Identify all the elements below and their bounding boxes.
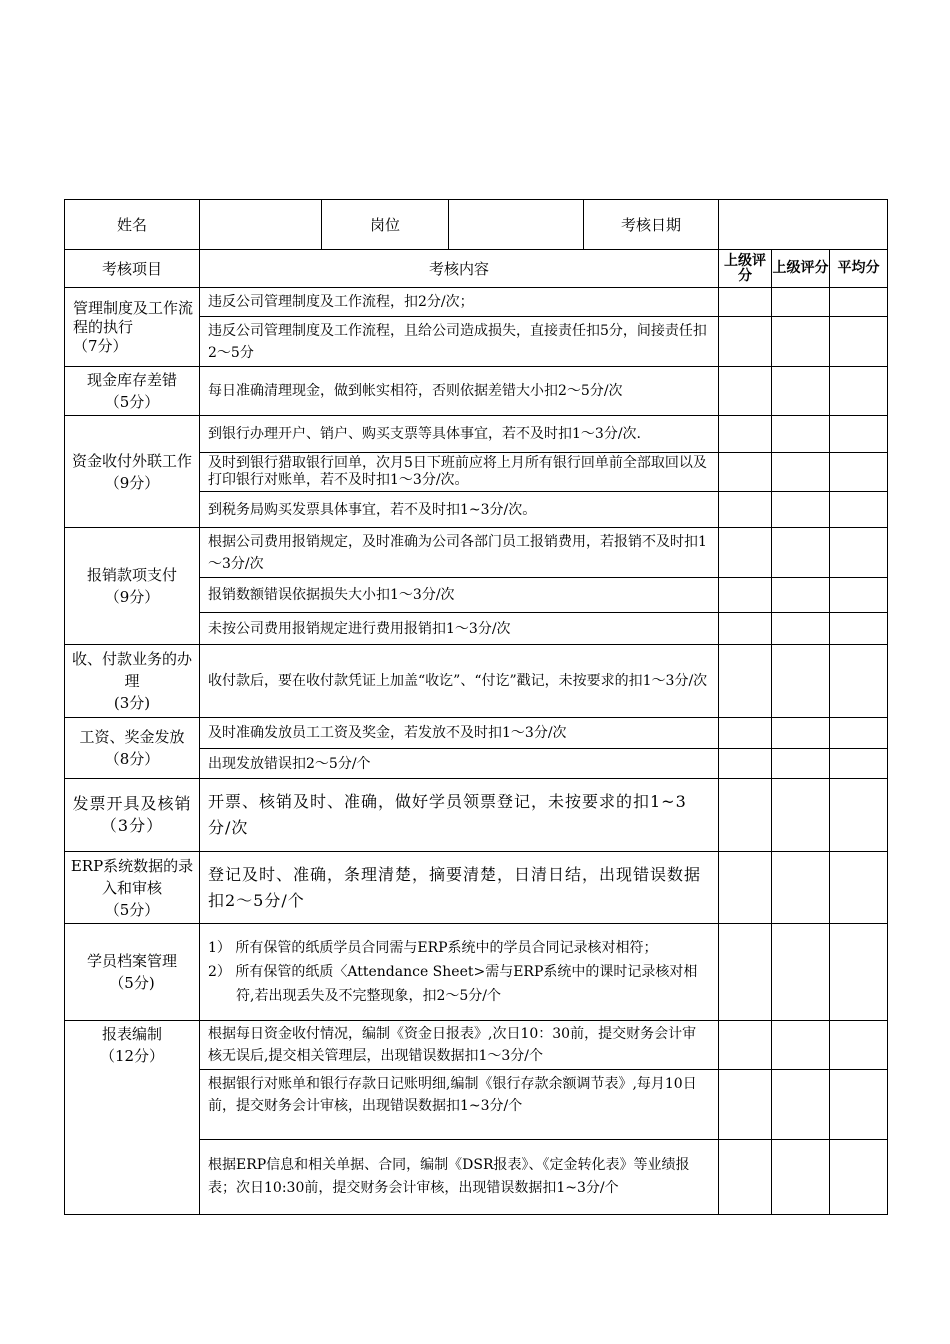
score-cell[interactable] [830, 578, 888, 613]
score-cell[interactable] [719, 492, 772, 528]
score-cell[interactable] [772, 613, 830, 645]
content-cell: 未按公司费用报销规定进行费用报销扣1～3分/次 [200, 613, 719, 645]
header-row-columns [65, 250, 888, 288]
content-cell: 收付款后，要在收付款凭证上加盖“收讫”、“付讫”戳记，未按要求的扣1～3分/次 [200, 645, 719, 718]
item-points: （12分） [99, 1047, 165, 1065]
score-cell[interactable] [772, 367, 830, 416]
content-cell: 根据银行对账单和银行存款日记账明细,编制《银行存款余额调节表》,每月10日前，提交财务会计审核，出现错误数据扣1~3分/个 [200, 1070, 719, 1140]
score-cell[interactable] [830, 1021, 888, 1070]
score-cell[interactable] [772, 1140, 830, 1215]
score-cell[interactable] [719, 1070, 772, 1140]
score-cell[interactable] [772, 416, 830, 453]
item-column-header: 考核项目 [65, 250, 200, 288]
item-cell [65, 528, 200, 645]
item-cell [65, 416, 200, 528]
name-value[interactable] [200, 200, 322, 250]
table-row [65, 528, 888, 578]
date-label: 考核日期 [584, 200, 719, 250]
score-cell[interactable] [830, 924, 888, 1021]
item-cell [65, 645, 200, 718]
score-cell[interactable] [772, 779, 830, 852]
item-points: （5分） [104, 900, 160, 919]
score-cell[interactable] [719, 613, 772, 645]
score-cell[interactable] [830, 852, 888, 924]
score-cell[interactable] [772, 1070, 830, 1140]
score-cell[interactable] [772, 492, 830, 528]
score-cell[interactable] [719, 453, 772, 492]
assessment-form [64, 199, 887, 1215]
item-points: （5分) [109, 974, 155, 992]
score-cell[interactable] [830, 1070, 888, 1140]
table-row [65, 288, 888, 317]
item-cell [65, 852, 200, 924]
score-cell[interactable] [772, 528, 830, 578]
content-cell: 违反公司管理制度及工作流程，扣2分/次； [200, 288, 719, 317]
score-cell[interactable] [830, 779, 888, 852]
content-cell: 登记及时、准确，条理清楚，摘要清楚，日清日结，出现错误数据扣2～5分/个 [200, 852, 719, 924]
item-name: 学员档案管理 [86, 952, 177, 970]
name-label: 姓名 [65, 200, 200, 250]
item-name: 收、付款业务的办理 [71, 650, 192, 690]
assessment-table [64, 199, 888, 1215]
content-cell: 报销数额错误依据损失大小扣1～3分/次 [200, 578, 719, 613]
content-cell: 出现发放错误扣2～5分/个 [200, 749, 719, 779]
item-cell [65, 367, 200, 416]
item-points: （7分） [73, 336, 128, 355]
position-label: 岗位 [322, 200, 449, 250]
score-cell[interactable] [830, 288, 888, 317]
list-item: 2） 所有保管的纸质〈Attendance Sheet>需与ERP系统中的课时记录核对相符,若出现丢失及不完整现象，扣2～5分/个 [208, 964, 698, 1004]
score-cell[interactable] [719, 718, 772, 749]
item-name: 资金收付外联工作 [71, 451, 192, 470]
list-item: 1） 所有保管的纸质学员合同需与ERP系统中的学员合同记录核对相符； [208, 940, 658, 956]
header-row-info [65, 200, 888, 250]
item-name: 报表编制 [101, 1025, 162, 1043]
score-cell[interactable] [772, 924, 830, 1021]
position-value[interactable] [449, 200, 584, 250]
score-cell[interactable] [772, 852, 830, 924]
item-points: （3分） [100, 816, 164, 835]
score-cell[interactable] [719, 852, 772, 924]
table-row [65, 1021, 888, 1070]
score-cell[interactable] [830, 645, 888, 718]
score-cell[interactable] [719, 528, 772, 578]
score-cell[interactable] [772, 453, 830, 492]
superior-score-2-header: 上级评分 [772, 250, 830, 288]
score-cell[interactable] [719, 645, 772, 718]
score-cell[interactable] [719, 1021, 772, 1070]
item-cell [65, 718, 200, 779]
score-cell[interactable] [719, 749, 772, 779]
item-cell [65, 779, 200, 852]
score-cell[interactable] [719, 578, 772, 613]
score-cell[interactable] [772, 1021, 830, 1070]
content-cell [200, 924, 719, 1021]
table-row [65, 645, 888, 718]
table-row [65, 416, 888, 453]
score-cell[interactable] [719, 924, 772, 1021]
content-cell: 开票、核销及时、准确，做好学员领票登记，未按要求的扣1~3分/次 [200, 779, 719, 852]
score-cell[interactable] [772, 718, 830, 749]
score-cell[interactable] [830, 492, 888, 528]
content-cell: 及时准确发放员工工资及奖金，若发放不及时扣1～3分/次 [200, 718, 719, 749]
content-column-header: 考核内容 [200, 250, 719, 288]
item-name: 工资、奖金发放 [79, 728, 185, 746]
score-cell[interactable] [830, 367, 888, 416]
table-row [65, 924, 888, 1021]
score-cell[interactable] [830, 718, 888, 749]
score-cell[interactable] [772, 317, 830, 367]
content-cell: 根据ERP信息和相关单据、合同，编制《DSR报表》、《定金转化表》等业绩报表；次日10:30前，提交财务会计审核，出现错误数据扣1~3分/个 [200, 1140, 719, 1215]
content-cell: 根据公司费用报销规定，及时准确为公司各部门员工报销费用，若报销不及时扣1～3分/次 [200, 528, 719, 578]
table-row [65, 852, 888, 924]
score-cell[interactable] [719, 317, 772, 367]
superior-score-1-header: 上级评分 [719, 250, 772, 288]
content-cell: 违反公司管理制度及工作流程，且给公司造成损失，直接责任扣5分，间接责任扣2～5分 [200, 317, 719, 367]
item-name: 发票开具及核销 [72, 794, 192, 813]
content-cell: 到税务局购买发票具体事宜，若不及时扣1~3分/次。 [200, 492, 719, 528]
score-cell[interactable] [719, 367, 772, 416]
table-row [65, 779, 888, 852]
score-cell[interactable] [830, 613, 888, 645]
item-name: 报销款项支付 [86, 566, 177, 584]
item-name: 现金库存差错 [86, 371, 177, 389]
score-cell[interactable] [719, 288, 772, 317]
content-cell: 每日准确清理现金，做到帐实相符，否则依据差错大小扣2～5分/次 [200, 367, 719, 416]
score-cell[interactable] [719, 1140, 772, 1215]
item-name: 管理制度及工作流程的执行 [73, 298, 194, 336]
table-row [65, 718, 888, 749]
item-points: （5分） [104, 393, 160, 411]
score-cell[interactable] [830, 317, 888, 367]
score-cell[interactable] [772, 749, 830, 779]
item-points: (3分) [113, 694, 151, 712]
score-cell[interactable] [830, 528, 888, 578]
score-cell[interactable] [772, 578, 830, 613]
score-cell[interactable] [830, 1140, 888, 1215]
average-score-header: 平均分 [830, 250, 888, 288]
content-cell: 根据每日资金收付情况，编制《资金日报表》,次日10：30前，提交财务会计审核无误后,提交相关管理层，出现错误数据扣1～3分/个 [200, 1021, 719, 1070]
score-cell[interactable] [772, 288, 830, 317]
score-cell[interactable] [830, 416, 888, 453]
item-points: （8分） [104, 750, 160, 768]
date-value[interactable] [719, 200, 888, 250]
content-cell: 及时到银行猎取银行回单，次月5日下班前应将上月所有银行回单前全部取回以及打印银行对账单，若不及时扣1～3分/次。 [200, 453, 719, 492]
item-cell [65, 1021, 200, 1215]
score-cell[interactable] [719, 416, 772, 453]
item-name: ERP系统数据的录入和审核 [70, 856, 194, 897]
item-points: （9分） [104, 473, 160, 492]
score-cell[interactable] [772, 645, 830, 718]
content-cell: 到银行办理开户、销户、购买支票等具体事宜，若不及时扣1～3分/次. [200, 416, 719, 453]
score-cell[interactable] [719, 779, 772, 852]
table-row [65, 367, 888, 416]
item-points: （9分） [104, 588, 160, 606]
item-cell [65, 924, 200, 1021]
score-cell[interactable] [830, 453, 888, 492]
score-cell[interactable] [830, 749, 888, 779]
item-cell [65, 288, 200, 367]
